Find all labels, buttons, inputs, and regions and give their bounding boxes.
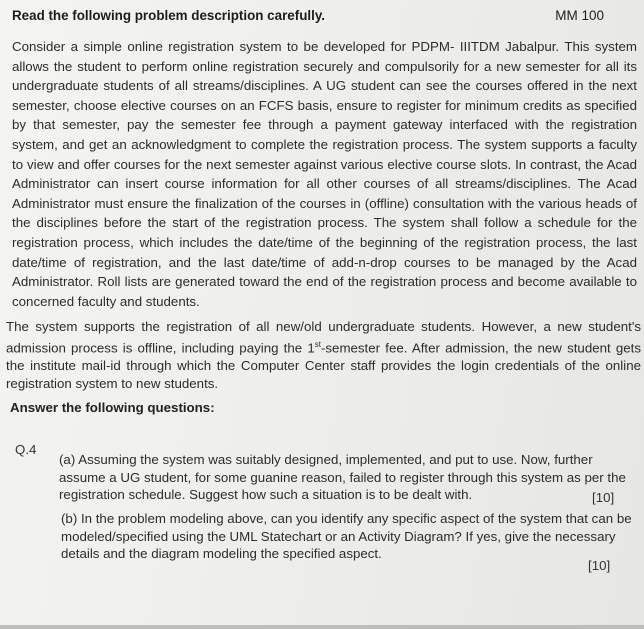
question-part-a: (a) Assuming the system was suitably designed, implemented, and put to use. Now, further assume a UG student, for some guanine reason, failed to register through this system as per the registration schedule. Suggest how such a situation is to be dealt with.	[59, 452, 626, 503]
answer-heading: Answer the following questions:	[10, 400, 215, 415]
problem-description-paragraph-2	[6, 318, 641, 393]
paragraph-2-text-end: -semester fee. After admission, the new student gets the institute mail-id through which the Computer Center staff provides the login credentials of the online registration system to new students.	[6, 340, 641, 391]
question-number: Q.4	[15, 442, 37, 457]
part-b-marks: [10]	[588, 558, 611, 573]
instruction-title: Read the following problem description carefully.	[12, 8, 325, 23]
question-part-b: (b) In the problem modeling above, can you identify any specific aspect of the system that can be modeled/specified using the UML Statechart or an Activity Diagram? If yes, give the necessary details and the diagram modeling the specified aspect.	[61, 511, 632, 562]
ordinal-superscript: st	[314, 339, 321, 349]
problem-description-paragraph-1: Consider a simple online registration system to be developed for PDPM- IIITDM Jabalpur. This system allows the student to perform online registration securely and compulsorily for a new semester for all its undergraduate students of all streams/disciplines. A UG student can see the courses offered in the next semester, choose elective courses on an FCFS basis, ensure to register for minimum credits as specified by that semester, pay the semester fee through a payment gateway interfaced with the registration system, and get an acknowledgment to complete the registration process. The system supports a faculty to view and offer courses for the next semester against various elective course slots. In contrast, the Acad Administrator can insert course information for all other courses of all streams/disciplines. The Acad Administrator must ensure the finalization of the courses in (offline) consultation with the various heads of the disciplines before the start of the registration process. The system shall follow a schedule for the registration process, which includes the date/time of the beginning of the registration process, the last date/time of registration, and the last date/time of add-n-drop courses to be managed by the Acad Administrator. Roll lists are generated toward the end of the registration process and become available to concerned faculty and students.	[12, 39, 637, 309]
max-marks: MM 100	[555, 8, 604, 23]
page-bottom-edge	[0, 625, 644, 629]
part-a-marks: [10]	[592, 490, 615, 505]
header	[12, 8, 604, 26]
paragraph-2-text-start: The system supports the registration of all new/old undergraduate students. However, a new student's admission process is offline, including paying the 1	[6, 319, 641, 356]
